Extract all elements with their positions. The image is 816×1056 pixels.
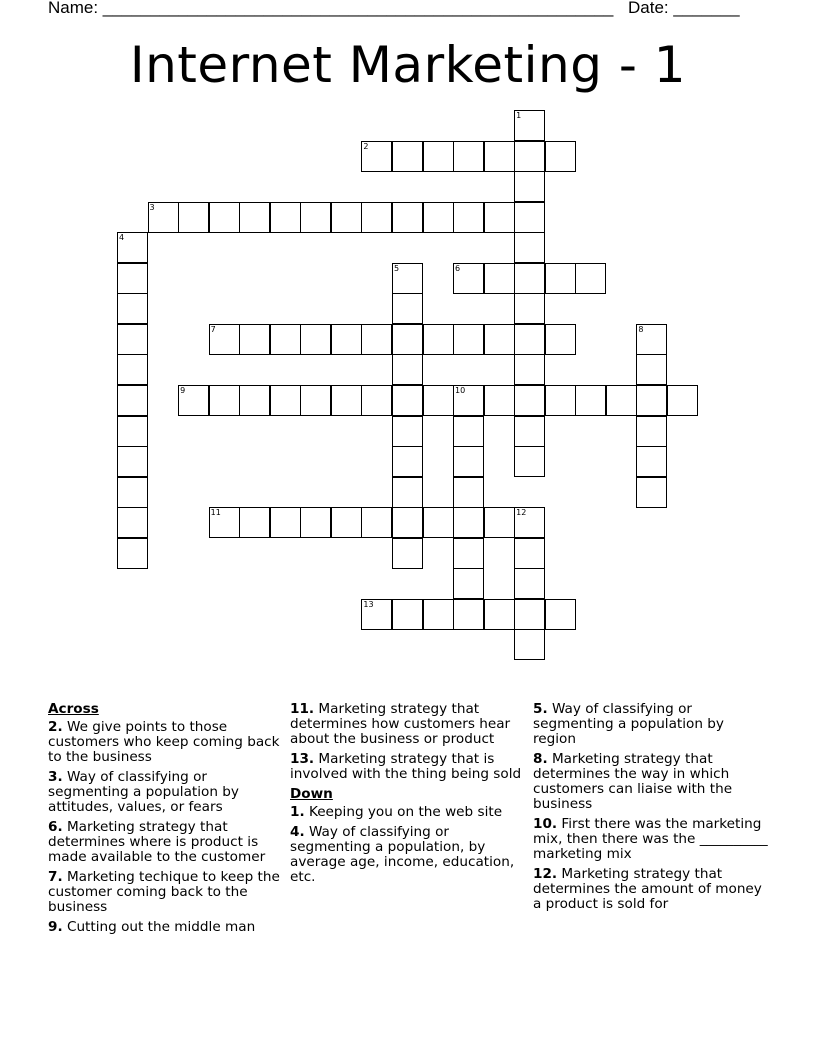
clue-number: 9. (48, 919, 63, 935)
grid-cell (117, 538, 148, 569)
clue-down-12 (533, 867, 769, 912)
grid-cell (453, 324, 484, 355)
grid-cell (392, 599, 423, 630)
grid-cell (117, 385, 148, 416)
grid-cell (484, 507, 515, 538)
clue-number-label: 7 (210, 324, 216, 334)
grid-cell (514, 202, 545, 233)
grid-cell (484, 385, 515, 416)
grid-cell (392, 141, 423, 172)
grid-cell (392, 446, 423, 477)
grid-cell (392, 202, 423, 233)
grid-cell (392, 293, 423, 324)
grid-cell (514, 385, 545, 416)
name-field-label: Name: ______________________________________________________ (48, 0, 614, 17)
grid-cell (300, 385, 331, 416)
clue-text: Way of classifying or segmenting a population by attitudes, values, or fears (48, 769, 239, 815)
grid-cell (331, 385, 362, 416)
grid-cell (392, 354, 423, 385)
grid-cell (514, 354, 545, 385)
grid-cell (484, 324, 515, 355)
grid-cell (270, 202, 301, 233)
grid-cell (392, 538, 423, 569)
clue-down-10 (533, 817, 769, 862)
grid-cell (300, 202, 331, 233)
clue-down-5 (533, 702, 769, 747)
clue-down-1 (290, 805, 526, 820)
grid-cell (636, 446, 667, 477)
grid-cell (514, 416, 545, 447)
grid-cell (484, 202, 515, 233)
clue-number-label: 12 (516, 508, 527, 518)
grid-cell (453, 599, 484, 630)
clue-across-6 (48, 820, 284, 865)
clue-text: Way of classifying or segmenting a population by region (533, 701, 724, 747)
clue-text: Marketing strategy that determines where is product is made available to the customer (48, 819, 266, 865)
clue-text: Way of classifying or segmenting a population, by average age, income, education, etc. (290, 824, 515, 885)
grid-cell (514, 293, 545, 324)
clue-number-label: 3 (149, 202, 155, 212)
clue-down-4 (290, 825, 526, 885)
grid-cell (361, 385, 392, 416)
grid-cell (239, 385, 270, 416)
grid-cell (423, 385, 454, 416)
clue-number-label: 10 (455, 385, 466, 395)
clue-number: 5. (533, 701, 548, 717)
grid-cell (117, 324, 148, 355)
grid-cell (545, 141, 576, 172)
clue-number: 7. (48, 869, 63, 885)
grid-cell (331, 202, 362, 233)
grid-cell (361, 507, 392, 538)
grid-cell (636, 416, 667, 447)
grid-cell (239, 324, 270, 355)
grid-cell (270, 507, 301, 538)
grid-cell (117, 446, 148, 477)
grid-cell (514, 599, 545, 630)
clue-number: 12. (533, 866, 558, 882)
grid-cell (484, 599, 515, 630)
grid-cell (392, 477, 423, 508)
grid-cell (392, 416, 423, 447)
grid-cell (453, 507, 484, 538)
grid-cell (117, 416, 148, 447)
grid-cell (514, 141, 545, 172)
grid-cell (423, 599, 454, 630)
grid-cell (117, 477, 148, 508)
grid-cell (514, 171, 545, 202)
across-heading: Across (48, 701, 99, 717)
clue-number: 1. (290, 804, 305, 820)
grid-cell (453, 202, 484, 233)
grid-cell (423, 507, 454, 538)
clue-text: Cutting out the middle man (66, 919, 256, 935)
grid-cell (331, 324, 362, 355)
clue-across-7 (48, 870, 284, 915)
grid-cell (484, 263, 515, 294)
grid-cell (514, 568, 545, 599)
grid-cell (514, 446, 545, 477)
clue-number-label: 9 (180, 385, 186, 395)
clue-across-13 (290, 752, 526, 782)
clue-text: Marketing strategy that is involved with the thing being sold (290, 751, 522, 782)
grid-cell (423, 324, 454, 355)
clue-text: Marketing strategy that determines how customers hear about the business or product (290, 701, 511, 747)
grid-cell (453, 416, 484, 447)
clue-number-label: 2 (363, 141, 369, 151)
clue-across-3 (48, 770, 284, 815)
grid-cell (514, 232, 545, 263)
page-title: Internet Marketing - 1 (129, 36, 687, 94)
clue-text: Keeping you on the web site (308, 804, 503, 820)
grid-cell (331, 507, 362, 538)
clue-number-label: 1 (516, 111, 522, 120)
clue-number-label: 11 (210, 508, 221, 518)
grid-cell (392, 507, 423, 538)
grid-cell (361, 324, 392, 355)
clue-number: 3. (48, 769, 63, 785)
clue-across-9 (48, 920, 284, 935)
grid-cell (392, 385, 423, 416)
grid-cell (484, 141, 515, 172)
clue-text: Marketing strategy that determines the way in which customers can liaise with the business (533, 751, 733, 812)
grid-cell (636, 354, 667, 385)
grid-cell (270, 324, 301, 355)
grid-cell (636, 477, 667, 508)
clue-text: First there was the marketing mix, then there was the __________ marketing mix (533, 816, 768, 862)
grid-cell (545, 599, 576, 630)
grid-cell (545, 263, 576, 294)
grid-cell (606, 385, 637, 416)
clue-number: 13. (290, 751, 315, 767)
clue-text: We give points to those customers who keep coming back to the business (48, 719, 280, 765)
date-field-label: Date: _______ (628, 0, 740, 17)
clue-number-label: 4 (119, 233, 125, 243)
grid-cell (453, 141, 484, 172)
grid-cell (270, 385, 301, 416)
clue-text: Marketing strategy that determines the amount of money a product is sold for (533, 866, 762, 912)
grid-cell (514, 629, 545, 660)
grid-cell (178, 202, 209, 233)
grid-cell (239, 507, 270, 538)
clue-number: 6. (48, 819, 63, 835)
clue-number: 4. (290, 824, 305, 840)
grid-cell (117, 293, 148, 324)
clue-column-3 (533, 702, 769, 917)
grid-cell (575, 263, 606, 294)
clue-number-label: 13 (363, 599, 374, 609)
grid-cell (117, 263, 148, 294)
grid-cell (514, 538, 545, 569)
clue-number-label: 8 (638, 324, 644, 334)
grid-cell (423, 141, 454, 172)
grid-cell (453, 568, 484, 599)
grid-cell (117, 354, 148, 385)
grid-cell (209, 385, 240, 416)
grid-cell (636, 385, 667, 416)
clue-across-11 (290, 702, 526, 747)
grid-cell (453, 477, 484, 508)
clue-column-2 (290, 702, 526, 890)
grid-cell (514, 324, 545, 355)
grid-cell (575, 385, 606, 416)
grid-cell (209, 202, 240, 233)
grid-cell (239, 202, 270, 233)
clue-number-label: 6 (455, 263, 461, 273)
grid-cell (514, 263, 545, 294)
clue-number-label: 5 (393, 263, 400, 273)
grid-cell (423, 202, 454, 233)
clue-across-2 (48, 720, 284, 765)
clue-down-8 (533, 752, 769, 812)
clue-number: 2. (48, 719, 63, 735)
grid-cell (453, 538, 484, 569)
grid-cell (300, 324, 331, 355)
grid-cell (545, 324, 576, 355)
grid-cell (453, 446, 484, 477)
clue-number: 10. (533, 816, 558, 832)
clue-column-1 (48, 702, 284, 940)
grid-cell (117, 507, 148, 538)
grid-cell (667, 385, 698, 416)
grid-cell (392, 324, 423, 355)
grid-cell (545, 385, 576, 416)
clue-text: Marketing techique to keep the customer coming back to the business (48, 869, 280, 915)
grid-cell (300, 507, 331, 538)
clue-number: 8. (533, 751, 548, 767)
grid-cell (361, 202, 392, 233)
clue-number: 11. (290, 701, 315, 717)
down-heading: Down (290, 786, 333, 802)
